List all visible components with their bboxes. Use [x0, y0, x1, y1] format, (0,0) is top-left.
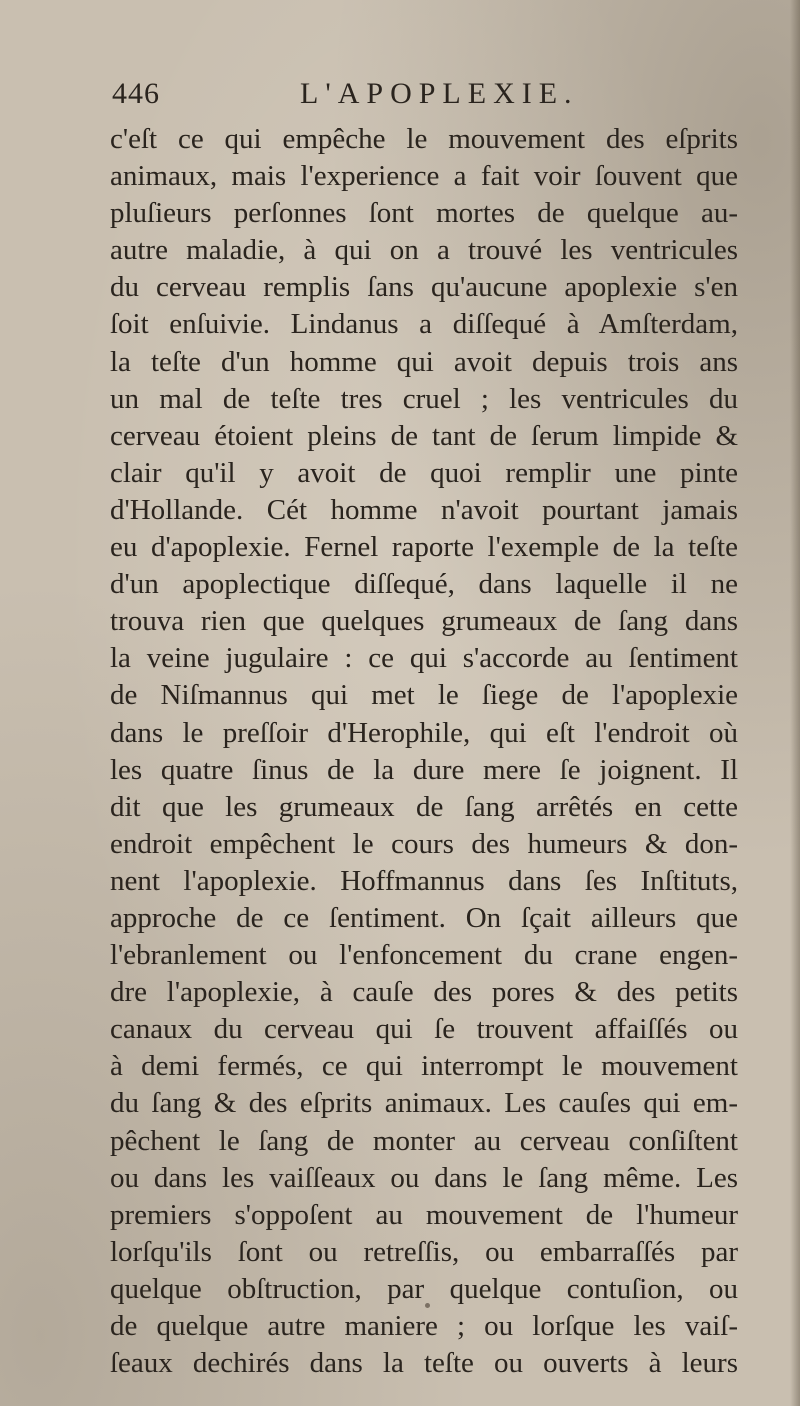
text-line: quelque obſtruction, par quelque contuſion, ou: [110, 1272, 738, 1305]
text-line: dit que les grumeaux de ſang arrêtés en cette: [110, 790, 738, 823]
text-line: d'un apoplectique diſſequé, dans laquelle il ne: [110, 568, 738, 601]
text-line: eu d'apoplexie. Fernel raporte l'exemple de la teſte: [110, 531, 738, 564]
page-edge-shadow: [790, 0, 800, 1406]
text-line: ſeaux dechirés dans la teſte ou ouverts à leurs: [110, 1347, 738, 1380]
text-line: dans le preſſoir d'Herophile, qui eſt l'endroit où: [110, 716, 738, 749]
text-line: nent l'apoplexie. Hoffmannus dans ſes Inſtituts,: [110, 864, 738, 897]
text-line: cerveau étoient pleins de tant de ſerum limpide &: [110, 419, 738, 452]
text-line: du cerveau remplis ſans qu'aucune apoplexie s'en: [110, 271, 738, 304]
text-line: la veine jugulaire : ce qui s'accorde au ſentiment: [110, 642, 738, 675]
text-line: pêchent le ſang de monter au cerveau conſiſtent: [110, 1124, 738, 1157]
text-line: de quelque autre maniere ; ou lorſque les vaiſ-: [110, 1310, 738, 1342]
text-line: de Niſmannus qui met le ſiege de l'apoplexie: [110, 679, 738, 712]
body-text: [110, 121, 738, 1382]
text-line: du ſang & des eſprits animaux. Les cauſes qui em-: [110, 1087, 738, 1120]
text-line: clair qu'il y avoit de quoi remplir une pinte: [110, 456, 738, 489]
text-line: dre l'apoplexie, à cauſe des pores & des petits: [110, 976, 738, 1009]
text-line: pluſieurs perſonnes ſont mortes de quelque au-: [110, 197, 738, 230]
running-title: L'APOPLEXIE.: [300, 77, 579, 110]
text-line: approche de ce ſentiment. On ſçait ailleurs que: [110, 901, 738, 934]
text-line: trouva rien que quelques grumeaux de ſang dans: [110, 605, 738, 638]
text-line: ſoit enſuivie. Lindanus a diſſequé à Amſterdam,: [110, 308, 738, 341]
text-line: premiers s'oppoſent au mouvement de l'humeur: [110, 1198, 738, 1231]
page-header: [112, 77, 672, 121]
text-line: autre maladie, à qui on a trouvé les ventricules: [110, 234, 738, 267]
text-line: ou dans les vaiſſeaux ou dans le ſang même. Les: [110, 1161, 738, 1194]
text-line: un mal de teſte tres cruel ; les ventricules du: [110, 382, 738, 415]
page-number: 446: [112, 77, 160, 110]
text-line: les quatre ſinus de la dure mere ſe joignent. Il: [110, 753, 738, 786]
text-line: animaux, mais l'experience a fait voir ſouvent que: [110, 160, 738, 193]
text-line: endroit empêchent le cours des humeurs & don-: [110, 827, 738, 860]
text-line: la teſte d'un homme qui avoit depuis trois ans: [110, 345, 738, 378]
text-line: à demi fermés, ce qui interrompt le mouvement: [110, 1050, 738, 1083]
text-line: lorſqu'ils ſont ou retreſſis, ou embarraſſés par: [110, 1235, 738, 1268]
text-line: canaux du cerveau qui ſe trouvent affaiſſés ou: [110, 1013, 738, 1046]
text-line: c'eſt ce qui empêche le mouvement des eſprits: [110, 123, 738, 155]
text-line: l'ebranlement ou l'enfoncement du crane engen-: [110, 939, 738, 972]
text-line: d'Hollande. Cét homme n'avoit pourtant jamais: [110, 493, 738, 526]
